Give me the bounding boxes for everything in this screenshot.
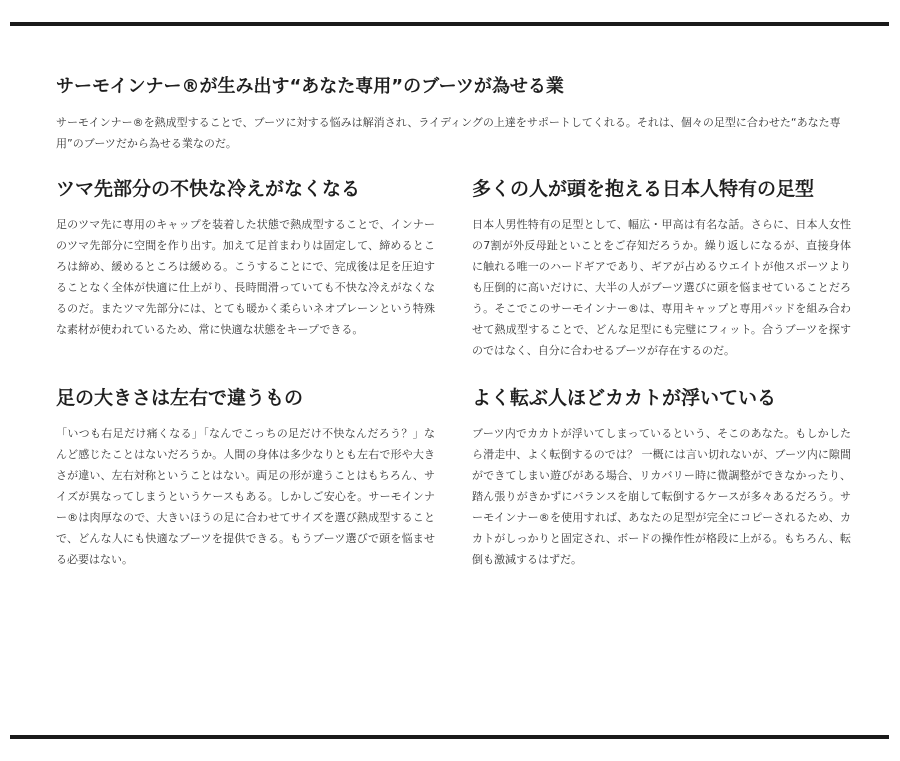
article-intro: サーモインナー®を熱成型することで、ブーツに対する悩みは解消され、ライディングの上達をサポートしてくれる。それは、個々の足型に合わせた“あなた専用”のブーツだから為せる業なのだ。 [56, 116, 841, 150]
top-divider [10, 22, 889, 26]
section-body: 日本人男性特有の足型として、幅広・甲高は有名な話。さらに、日本人女性の7割が外反母趾といことをご存知だろうか。繰り返しになるが、直接身体に触れる唯一のハードギアであり、ギアが占めるウエイトが他スポーツよりも圧倒的に高いだけに、大半の人がブーツ選びに頭を悩ませていることだろう。そこでこのサーモインナー®は、専用キャップと専用パッドを組み合わせて熱成型することで、どんな足型にも完璧にフィット。合うブーツを探すのではなく、自分に合わせるブーツが存在するのだ。 [472, 218, 851, 357]
section-body: 「いつも右足だけ痛くなる」「なんでこっちの足だけ不快なんだろう？」なんど感じたことはないだろうか。人間の身体は多少なりとも左右で形や大きさが違い、左右対称ということはない。両足の形が違うことはもちろん、サイズが異なってしまうというケースもある。しかしご安心を。サーモインナー®は肉厚なので、大きいほうの足に合わせてサイズを選び熱成型することで、どんな人にも快適なブーツを提供できる。もうブーツ選びで頭を悩ませる必要はない。 [56, 427, 435, 566]
sections-grid [56, 176, 851, 570]
bottom-divider [10, 735, 889, 739]
section-title: ツマ先部分の不快な冷えがなくなる [56, 178, 361, 200]
section-body: ブーツ内でカカトが浮いてしまっているという、そこのあなた。もしかしたら滑走中、よく転倒するのでは？ 一概には言い切れないが、ブーツ内に隙間ができてしまい遊びがある場合、リカバリー時に微調整ができなかったり、踏ん張りがきかずにバランスを崩して転倒するケースが多々あるだろう。サーモインナー®を使用すれば、あなたの足型が完全にコピーされるため、カカトがしっかりと固定され、ボードの操作性が格段に上がる。もちろん、転倒も激減するはずだ。 [472, 427, 851, 566]
article [56, 74, 851, 570]
section-body: 足のツマ先に専用のキャップを装着した状態で熱成型することで、インナーのツマ先部分に空間を作り出す。加えて足首まわりは固定して、締めるところは締め、緩めるところは緩める。こうすることにで、完成後は足を圧迫することなく全体が快適に仕上がり、長時間滑っていても不快な冷えがなくなるのだ。またツマ先部分には、とても暖かく柔らいネオプレーンという特殊な素材が使われているため、常に快適な状態をキープできる。 [56, 218, 435, 336]
section-title: よく転ぶ人ほどカカトが浮いている [472, 387, 777, 409]
section-title: 多くの人が頭を抱える日本人特有の足型 [472, 178, 815, 200]
section-title: 足の大きさは左右で違うもの [56, 387, 304, 409]
article-title: サーモインナー®が生み出す“あなた専用”のブーツが為せる業 [56, 76, 564, 97]
section-heel-lift [472, 385, 851, 570]
section-foot-size [56, 385, 435, 570]
section-toe-cold [56, 176, 435, 361]
section-japanese-foot [472, 176, 851, 361]
